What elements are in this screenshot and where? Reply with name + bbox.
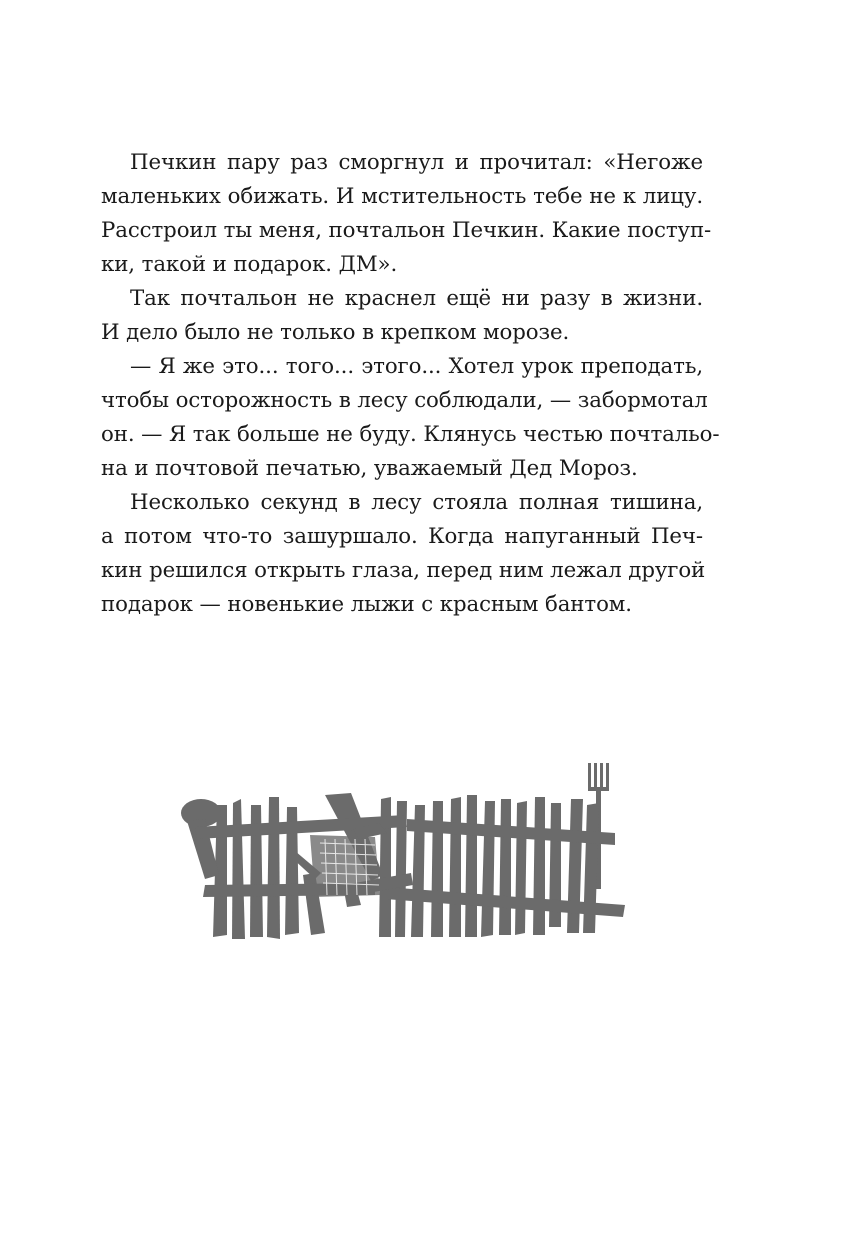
paragraph-letter-reading [101,146,712,282]
broken-fence-illustration [175,755,635,945]
paragraph-blushing [101,282,703,350]
paragraph-new-gift [101,486,706,622]
text-line: он. — Я так больше не буду. Клянусь честью почтальо- [101,422,720,447]
fence-pickets [213,793,599,939]
text-line: подарок — новенькие лыжи с красным бантом. [101,592,632,617]
text-line: ки, такой и подарок. ДМ». [101,252,398,277]
text-line: Печкин пару раз сморгнул и прочитал: «Негоже [130,150,703,175]
text-line: маленьких обижать. И мстительность тебе не к лицу. [101,184,703,209]
fence-post [181,799,221,879]
text-line: Расстроил ты меня, почтальон Печкин. Какие поступ- [101,218,712,243]
story-text [101,146,720,622]
text-line: Несколько секунд в лесу стояла полная тишина, [130,490,703,515]
text-line: — Я же это... того... этого... Хотел урок преподать, [130,354,703,379]
text-line: чтобы осторожность в лесу соблюдали, — забормотал [101,388,708,413]
text-line: на и почтовой печатью, уважаемый Дед Мороз. [101,456,638,481]
text-line: Так почтальон не краснел ещё ни разу в жизни. [130,286,703,311]
text-line: кин решился открыть глаза, перед ним лежал другой [101,558,706,583]
text-line: а потом что-то зашуршало. Когда напуганный Печ- [101,524,703,549]
text-line: И дело было не только в крепком морозе. [101,320,570,345]
paragraph-apology [101,350,720,486]
